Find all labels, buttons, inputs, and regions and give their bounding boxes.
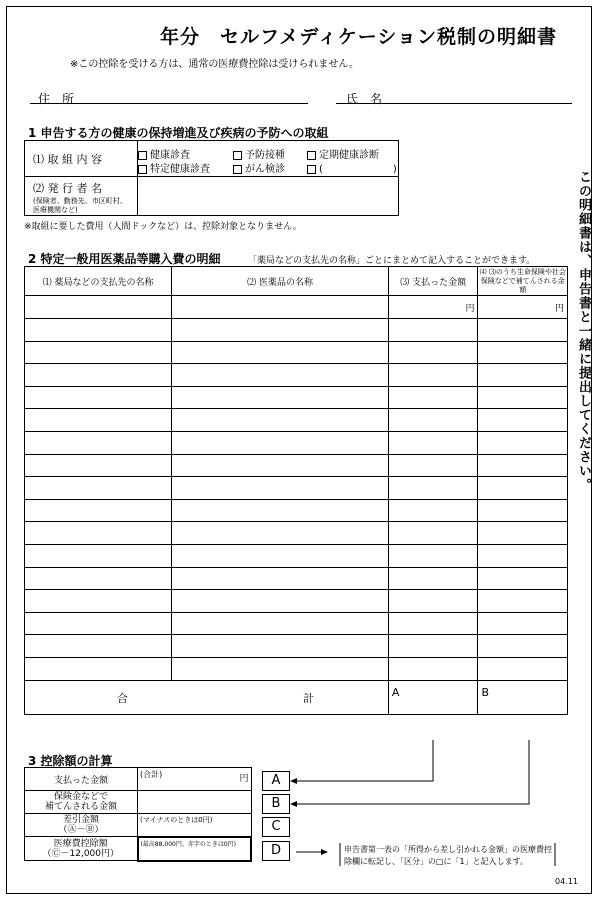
form-title: 年分 セルフメディケーション税制の明細書 bbox=[160, 26, 557, 48]
calc-b-sub: 補てんされる金額 bbox=[44, 802, 117, 812]
version-label: 04.11 bbox=[555, 877, 578, 886]
calc-d-note: (最高88,000円、赤字のときは0円) bbox=[140, 840, 236, 848]
letter-b-box: B bbox=[262, 794, 290, 814]
side-instruction: この明細書は、申告書と一緒に提出してください。 bbox=[576, 170, 591, 492]
total-a-label: A bbox=[391, 685, 400, 699]
yen-unit: 円 bbox=[465, 304, 475, 314]
issuer-label: ⑵ 発 行 者 名 bbox=[33, 182, 102, 195]
calc-a-unit: 円 bbox=[239, 774, 249, 784]
col-reimbursed-header: ⑷ ⑶のうち生命保険や社会保険などで補てんされる金額 bbox=[479, 267, 566, 294]
section1-heading: 1 申告する方の健康の保持増進及び疾病の予防への取組 bbox=[28, 126, 329, 140]
section2-note: 「薬局などの支払先の名称」ごとにまとめて記入することができます。 bbox=[248, 256, 536, 266]
calc-d-sub: （Ⓒ－12,000円） bbox=[42, 848, 119, 859]
calc-b-label: 保険金などで bbox=[53, 792, 108, 802]
arrow-a-line bbox=[296, 740, 433, 781]
section2-heading: 2 特定一般用医薬品等購入費の明細 bbox=[28, 252, 221, 266]
calc-d-label: 医療費控除額 bbox=[53, 838, 108, 849]
calc-a-label: 支払った金額 bbox=[53, 775, 108, 786]
option-specific-checkup[interactable]: 特定健康診査 bbox=[138, 160, 210, 175]
calc-c-label: 差引金額 bbox=[62, 815, 99, 825]
address-label: 住 所 bbox=[38, 92, 75, 106]
arrow-b-head bbox=[290, 801, 297, 807]
notice-text: ※この控除を受ける方は、通常の医療費控除は受けられません。 bbox=[70, 59, 359, 70]
col-pharmacy-header: ⑴ 薬局などの支払先の名称 bbox=[25, 267, 172, 296]
option-vaccination[interactable]: 予防接種 bbox=[233, 146, 285, 161]
section3-heading: 3 控除額の計算 bbox=[28, 754, 113, 768]
name-label: 氏 名 bbox=[346, 92, 383, 106]
instruction-text bbox=[344, 844, 552, 868]
option-cancer-screening[interactable]: がん検診 bbox=[233, 160, 285, 175]
col-medicine-header: ⑵ 医薬品の名称 bbox=[172, 267, 389, 296]
yen-unit: 円 bbox=[554, 304, 564, 314]
total-label-right: 計 bbox=[303, 691, 314, 705]
option-health-checkup[interactable]: 健康診査 bbox=[138, 146, 190, 161]
total-label-left: 合 bbox=[117, 691, 128, 705]
section1-footnote: ※取組に要した費用（人間ドックなど）は、控除対象となりません。 bbox=[24, 222, 302, 232]
letter-c-box: C bbox=[262, 817, 290, 837]
arrow-a-head bbox=[290, 778, 297, 784]
issuer-note: (保険者、勤務先、市区町村、医療機関など) bbox=[33, 197, 127, 214]
calc-c-sub: （Ⓐ－Ⓑ） bbox=[58, 825, 104, 835]
option-regular-checkup[interactable]: 定期健康診断 bbox=[307, 146, 379, 161]
instruction-line-2: 除欄に転記し、「区分」の□に「1」と記入します。 bbox=[344, 857, 529, 866]
total-b-label: B bbox=[481, 685, 489, 699]
col-paid-header: ⑶ 支払った金額 bbox=[388, 267, 478, 296]
initiative-label: ⑴ 取 組 内 容 bbox=[25, 141, 138, 177]
instruction-line-1: 申告書第一表の「所得から差し引かれる金額」の医療費控 bbox=[344, 845, 552, 854]
calc-a-note: (合計) bbox=[140, 770, 163, 779]
calc-c-note: (マイナスのときは0円) bbox=[140, 816, 213, 824]
option-other[interactable]: ( ) bbox=[307, 160, 397, 175]
arrow-d-head bbox=[321, 849, 328, 855]
letter-a-box: A bbox=[262, 771, 290, 791]
arrow-b-line bbox=[296, 740, 529, 804]
letter-d-box: D bbox=[262, 841, 290, 861]
